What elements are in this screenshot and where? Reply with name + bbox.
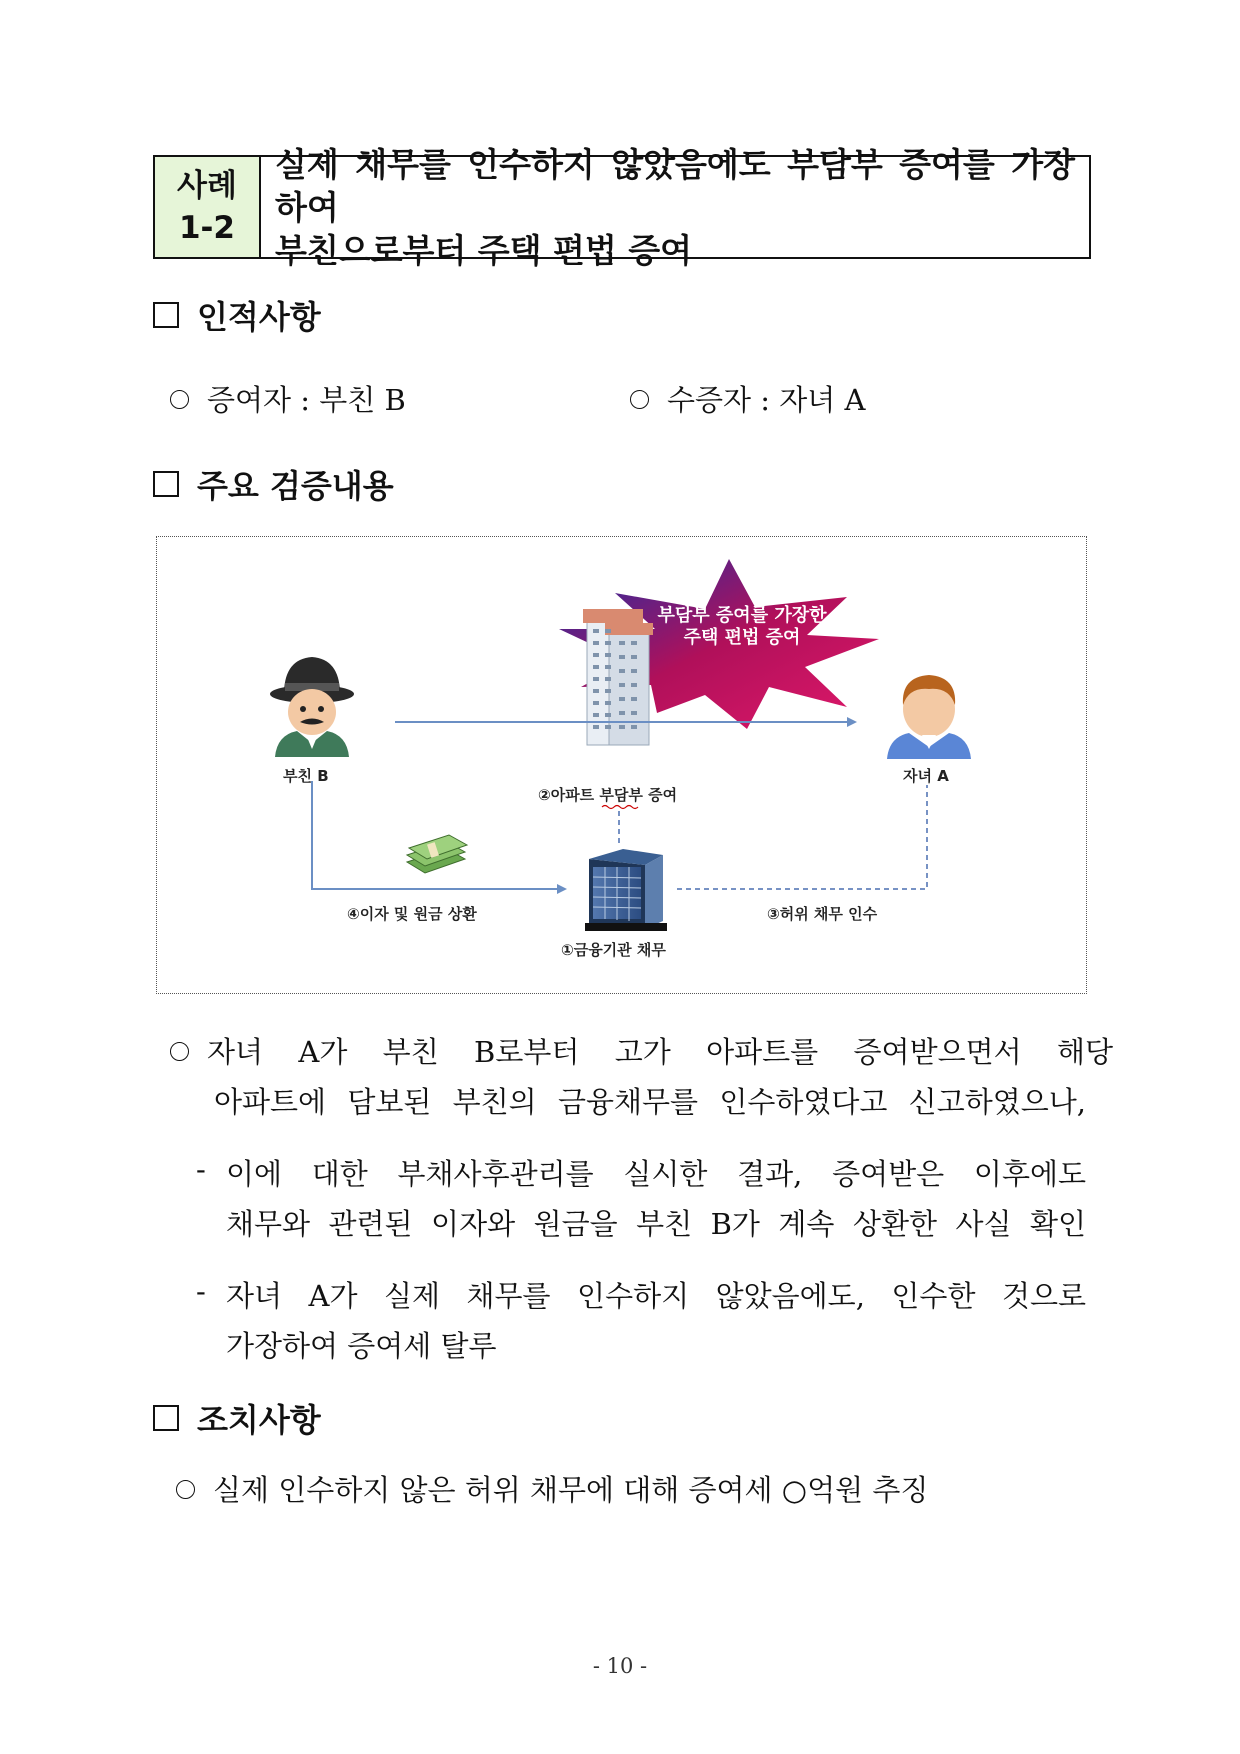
repay-arrow bbox=[312, 781, 567, 894]
para1-line1-text: 자녀 A가 부친 B로부터 고가 아파트를 증여받으면서 해당 bbox=[207, 1035, 1113, 1069]
step1-label: ①금융기관 채무 bbox=[561, 941, 666, 959]
case-title-line2: 부친으로부터 주택 편법 증여 bbox=[275, 230, 693, 270]
section-heading-action bbox=[153, 1395, 321, 1441]
bullet1-line1: 이에 대한 부채사후관리를 실시한 결과, 증여받은 이후에도 bbox=[226, 1157, 1086, 1191]
step4-label: ④이자 및 원금 상환 bbox=[347, 905, 477, 923]
checkbox-square-icon bbox=[153, 1405, 179, 1431]
burst-text bbox=[617, 605, 867, 649]
donee-line bbox=[630, 378, 865, 419]
case-label-line1: 사례 bbox=[177, 168, 237, 204]
para1-line1 bbox=[170, 1030, 1113, 1071]
case-title-line1: 실제 채무를 인수하지 않았음에도 부담부 증여를 가장하여 bbox=[275, 144, 1075, 227]
checkbox-square-icon bbox=[153, 302, 179, 328]
bank-building-icon bbox=[585, 849, 667, 931]
case-label-line2: 1-2 bbox=[178, 210, 235, 246]
money-icon bbox=[407, 835, 467, 873]
para1-line2: 아파트에 담보된 부친의 금융채무를 인수하였다고 신고하였으나, bbox=[214, 1085, 1086, 1119]
case-label bbox=[155, 157, 261, 257]
bullet2-line2: 가장하여 증여세 탈루 bbox=[226, 1329, 497, 1363]
donor-line bbox=[170, 378, 406, 419]
bullet2-line1: 자녀 A가 실제 채무를 인수하지 않았음에도, 인수한 것으로 bbox=[226, 1279, 1086, 1313]
circle-bullet-icon bbox=[176, 1480, 195, 1499]
circle-bullet-icon bbox=[170, 1042, 189, 1061]
case-title bbox=[261, 144, 1089, 270]
section-heading-review bbox=[153, 461, 394, 507]
bullet1-dash: - bbox=[196, 1152, 206, 1186]
burst-line1: 부담부 증여를 가장한 bbox=[657, 605, 827, 626]
action-line bbox=[176, 1468, 928, 1509]
circle-bullet-icon bbox=[170, 390, 189, 409]
father-label: 부친 B bbox=[283, 767, 329, 785]
step2-label: ②아파트 부담부 증여 bbox=[538, 786, 678, 804]
scheme-diagram bbox=[156, 536, 1087, 994]
child-label: 자녀 A bbox=[903, 767, 949, 785]
checkbox-square-icon bbox=[153, 471, 179, 497]
burst-line2: 주택 편법 증여 bbox=[683, 627, 801, 648]
section-heading-personal-text: 인적사항 bbox=[197, 298, 321, 336]
wavy-underline bbox=[602, 806, 638, 809]
donor-text: 증여자 : 부친 B bbox=[207, 383, 406, 417]
case-title-box bbox=[153, 144, 1091, 270]
step3-label: ③허위 채무 인수 bbox=[767, 905, 878, 923]
child-icon bbox=[887, 675, 971, 759]
circle-bullet-icon bbox=[630, 390, 649, 409]
page-number: - 10 - bbox=[592, 1654, 648, 1678]
section-heading-personal bbox=[153, 292, 321, 338]
father-icon bbox=[270, 657, 354, 757]
action-text: 실제 인수하지 않은 허위 채무에 대해 증여세 ○억원 추징 bbox=[213, 1473, 929, 1507]
bullet2-dash: - bbox=[196, 1274, 206, 1308]
section-heading-review-text: 주요 검증내용 bbox=[197, 467, 394, 505]
donee-text: 수증자 : 자녀 A bbox=[667, 383, 866, 417]
bullet1-line2: 채무와 관련된 이자와 원금을 부친 B가 계속 상환한 사실 확인 bbox=[226, 1207, 1086, 1241]
section-heading-action-text: 조치사항 bbox=[197, 1401, 321, 1439]
